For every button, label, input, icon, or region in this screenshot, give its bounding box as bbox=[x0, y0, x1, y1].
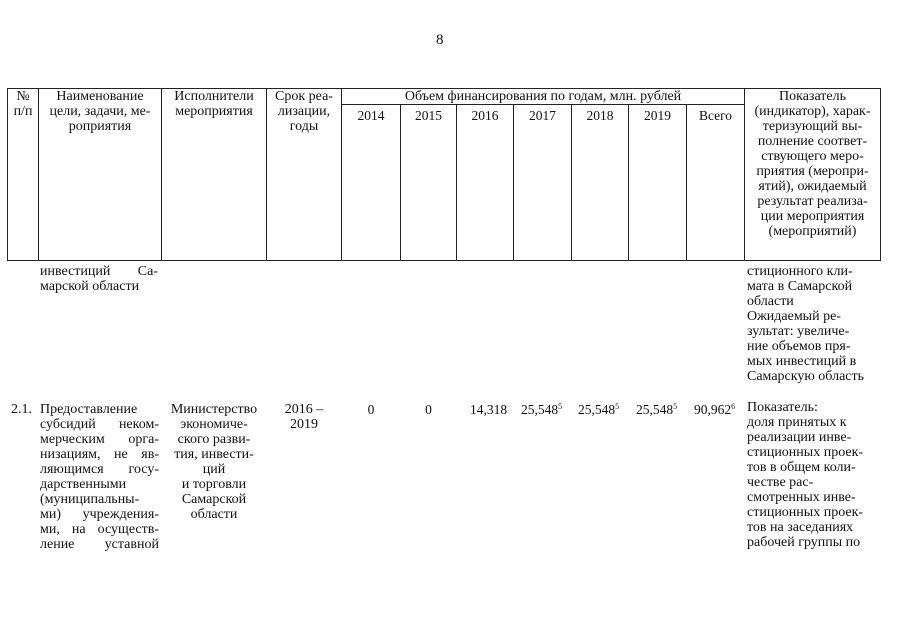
header-term-line: лизации, bbox=[277, 104, 331, 119]
header-indicator-line: приятия (меропри- bbox=[756, 164, 869, 179]
header-year-2016: 2016 bbox=[471, 108, 499, 123]
value-2015: 0 bbox=[425, 402, 432, 417]
header-indicator-line: ствующего меро- bbox=[761, 149, 864, 164]
header-total: Всего bbox=[698, 108, 733, 123]
row-indicator-line: честве рас- bbox=[747, 475, 814, 490]
footnote-mark: 5 bbox=[673, 402, 678, 411]
header-year-2017: 2017 bbox=[529, 108, 556, 123]
continuation-indicator-line: зультат: увеличе- bbox=[747, 324, 850, 339]
row-indicator-line: реализации инве- bbox=[747, 430, 852, 445]
row-name-line: низациям, не яв- bbox=[40, 447, 159, 462]
header-num bbox=[8, 89, 38, 119]
value-2018-number: 25,548 bbox=[578, 402, 616, 417]
header-indicator-line: ятий), ожидаемый bbox=[758, 179, 867, 194]
header-term-line: Срок реа- bbox=[275, 89, 333, 104]
row-name-line: ляющимся госу- bbox=[40, 462, 159, 477]
footnote-mark: 5 bbox=[615, 402, 620, 411]
header-year-2015: 2015 bbox=[415, 108, 442, 123]
page-number: 8 bbox=[436, 32, 444, 48]
header-name-line: цели, задачи, ме- bbox=[49, 104, 151, 119]
row-indicator-line: стиционных проек- bbox=[747, 505, 864, 520]
header-indicator-line: полнение соответ- bbox=[757, 134, 868, 149]
row-executor bbox=[162, 402, 266, 522]
header-year-2018: 2018 bbox=[586, 108, 614, 123]
continuation-name-line: марской области bbox=[40, 279, 140, 294]
continuation-indicator-line: Самарскую область bbox=[747, 369, 864, 384]
header-year-2014: 2014 bbox=[357, 108, 385, 123]
row-executor-line: ций bbox=[202, 462, 226, 477]
header-indicator-line: (индикатор), харак- bbox=[754, 104, 871, 119]
header-indicator-line: результат реализа- bbox=[757, 194, 868, 209]
value-2019 bbox=[636, 402, 677, 417]
row-indicator-line: тов на заседаниях bbox=[747, 520, 854, 535]
header-funding-title: Объем финансирования по годам, млн. рублей bbox=[404, 89, 682, 104]
value-2018 bbox=[578, 402, 619, 417]
row-indicator-line: тов в общем коли- bbox=[747, 460, 856, 475]
header-name-line: Наименование bbox=[56, 89, 144, 104]
value-2017-number: 25,548 bbox=[521, 402, 559, 417]
header-executors-line: мероприятия bbox=[175, 104, 253, 119]
header-indicator-line: Показатель bbox=[779, 89, 846, 104]
row-executor-line: экономиче- bbox=[180, 417, 248, 432]
footnote-mark: 6 bbox=[731, 402, 736, 411]
row-name-line: Предоставление bbox=[40, 402, 138, 417]
row-name-line: дарственными bbox=[40, 477, 127, 492]
row-executor-line: Самарской bbox=[181, 492, 247, 507]
row-indicator-line: стиционных проек- bbox=[747, 445, 864, 460]
continuation-name bbox=[40, 264, 158, 294]
header-executors-line: Исполнители bbox=[174, 89, 254, 104]
value-2014: 0 bbox=[367, 402, 375, 417]
header-name bbox=[39, 89, 161, 134]
row-indicator bbox=[747, 400, 881, 550]
row-executor-line: области bbox=[190, 507, 238, 522]
value-2017 bbox=[521, 402, 562, 417]
row-name-line: ми, на осуществ- bbox=[40, 522, 159, 537]
row-term-line: 2016 – bbox=[284, 402, 324, 417]
header-indicator-line: теризующий вы- bbox=[762, 119, 863, 134]
value-total bbox=[694, 402, 735, 417]
header-indicator-line: ции мероприятия bbox=[760, 209, 865, 224]
row-executor-line: ского разви- bbox=[177, 432, 251, 447]
value-2016: 14,318 bbox=[470, 402, 508, 417]
continuation-indicator-line: Ожидаемый ре- bbox=[747, 309, 841, 324]
row-executor-line: Министерство bbox=[170, 402, 258, 417]
footnote-mark: 5 bbox=[558, 402, 563, 411]
row-indicator-line: Показатель: bbox=[747, 400, 818, 415]
row-term bbox=[267, 402, 341, 432]
header-indicator-line: (мероприятий) bbox=[768, 224, 857, 239]
header-name-line: роприятия bbox=[68, 119, 132, 134]
value-total-number: 90,962 bbox=[694, 402, 732, 417]
row-indicator-line: смотренных инве- bbox=[747, 490, 856, 505]
row-number: 2.1. bbox=[11, 402, 32, 417]
header-term bbox=[267, 89, 341, 134]
row-name-line: ми) учреждения- bbox=[40, 507, 159, 522]
header-num-line: № bbox=[16, 89, 30, 104]
row-name-line: субсидий неком- bbox=[40, 417, 159, 432]
row-indicator-line: рабочей группы по bbox=[747, 535, 861, 550]
row-name-line: мерческим орга- bbox=[40, 432, 159, 447]
row-name-line: ление уставной bbox=[40, 537, 159, 552]
row-indicator-line: доля принятых к bbox=[747, 415, 847, 430]
continuation-indicator-line: ние объемов пря- bbox=[747, 339, 851, 354]
continuation-indicator bbox=[747, 264, 881, 384]
value-2019-number: 25,548 bbox=[636, 402, 674, 417]
row-executor-line: тия, инвести- bbox=[174, 447, 254, 462]
continuation-name-line: инвестиций Са- bbox=[40, 264, 158, 279]
header-indicator bbox=[745, 89, 880, 239]
row-name bbox=[40, 402, 159, 552]
header-year-2019: 2019 bbox=[644, 108, 671, 123]
continuation-indicator-line: области bbox=[747, 294, 794, 309]
row-name-line: (муниципальны- bbox=[40, 492, 140, 507]
row-executor-line: и торговли bbox=[181, 477, 247, 492]
continuation-indicator-line: мых инвестиций в bbox=[747, 354, 857, 369]
header-executors bbox=[162, 89, 266, 119]
header-term-line: годы bbox=[289, 119, 319, 134]
header-num-line: п/п bbox=[13, 104, 33, 119]
row-term-line: 2019 bbox=[290, 417, 318, 432]
continuation-indicator-line: мата в Самарской bbox=[747, 279, 853, 294]
continuation-indicator-line: стиционного кли- bbox=[747, 264, 853, 279]
